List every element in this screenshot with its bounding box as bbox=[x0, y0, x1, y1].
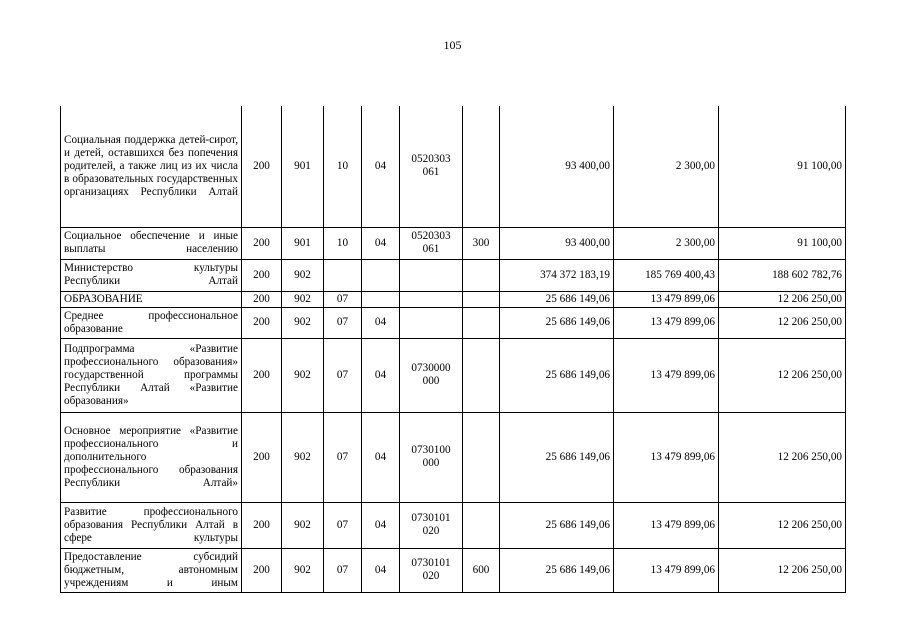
row-col-2: 901 bbox=[282, 106, 324, 227]
row-part1: 185 769 400,43 bbox=[614, 259, 719, 291]
row-total: 25 686 149,06 bbox=[500, 502, 614, 548]
row-col-1: 200 bbox=[242, 227, 282, 259]
page-number: 105 bbox=[443, 38, 462, 52]
row-part2: 12 206 250,00 bbox=[719, 307, 846, 338]
row-col-1: 200 bbox=[242, 307, 282, 338]
row-total: 25 686 149,06 bbox=[500, 307, 614, 338]
table-row bbox=[61, 548, 846, 592]
row-col-4: 04 bbox=[362, 548, 400, 592]
row-code: 0730101 020 bbox=[400, 502, 463, 548]
row-col-3: 07 bbox=[324, 548, 362, 592]
row-type: 300 bbox=[463, 227, 500, 259]
row-part2: 91 100,00 bbox=[719, 227, 846, 259]
row-type bbox=[463, 291, 500, 307]
row-code: 0730100 000 bbox=[400, 412, 463, 502]
row-part1: 13 479 899,06 bbox=[614, 291, 719, 307]
row-col-4: 04 bbox=[362, 502, 400, 548]
row-part2: 12 206 250,00 bbox=[719, 548, 846, 592]
row-code: 0520303 061 bbox=[400, 227, 463, 259]
row-code bbox=[400, 307, 463, 338]
row-col-3: 10 bbox=[324, 106, 362, 227]
table-row bbox=[61, 307, 846, 338]
row-col-2: 902 bbox=[282, 291, 324, 307]
row-col-4: 04 bbox=[362, 106, 400, 227]
table-row bbox=[61, 338, 846, 412]
row-col-3 bbox=[324, 259, 362, 291]
row-total: 374 372 183,19 bbox=[500, 259, 614, 291]
row-col-2: 901 bbox=[282, 227, 324, 259]
row-col-2: 902 bbox=[282, 502, 324, 548]
row-col-4: 04 bbox=[362, 338, 400, 412]
row-col-4: 04 bbox=[362, 227, 400, 259]
row-name: ОБРАЗОВАНИЕ bbox=[61, 291, 242, 307]
row-part1: 2 300,00 bbox=[614, 106, 719, 227]
row-name: Основное мероприятие «Развитие профессионального и дополнительного профессионального образования Республики Алтай» bbox=[61, 412, 242, 502]
row-code: 0730101 020 bbox=[400, 548, 463, 592]
row-col-4 bbox=[362, 259, 400, 291]
budget-table bbox=[60, 106, 846, 593]
row-col-2: 902 bbox=[282, 259, 324, 291]
row-name: Предоставление субсидий бюджетным, автономным учреждениям и иным bbox=[61, 548, 242, 592]
table-row bbox=[61, 291, 846, 307]
row-col-4 bbox=[362, 291, 400, 307]
row-col-1: 200 bbox=[242, 412, 282, 502]
row-part2: 12 206 250,00 bbox=[719, 412, 846, 502]
row-total: 25 686 149,06 bbox=[500, 338, 614, 412]
row-col-3: 07 bbox=[324, 502, 362, 548]
row-part1: 13 479 899,06 bbox=[614, 338, 719, 412]
row-name: Социальное обеспечение и иные выплаты населению bbox=[61, 227, 242, 259]
row-name: Среднее профессиональное образование bbox=[61, 307, 242, 338]
row-type bbox=[463, 412, 500, 502]
row-part1: 13 479 899,06 bbox=[614, 548, 719, 592]
row-name: Социальная поддержка детей-сирот, и детей, оставшихся без попечения родителей, а также лиц из их числа в образовательных государственных организациях Республики Алтай bbox=[61, 106, 242, 227]
row-name: Развитие профессионального образования Республики Алтай в сфере культуры bbox=[61, 502, 242, 548]
row-col-4: 04 bbox=[362, 307, 400, 338]
row-total: 25 686 149,06 bbox=[500, 548, 614, 592]
row-total: 93 400,00 bbox=[500, 106, 614, 227]
row-col-2: 902 bbox=[282, 307, 324, 338]
row-col-3: 10 bbox=[324, 227, 362, 259]
row-code: 0520303 061 bbox=[400, 106, 463, 227]
table-row bbox=[61, 412, 846, 502]
row-col-4: 04 bbox=[362, 412, 400, 502]
row-type bbox=[463, 307, 500, 338]
row-code: 0730000 000 bbox=[400, 338, 463, 412]
row-col-3: 07 bbox=[324, 291, 362, 307]
row-total: 93 400,00 bbox=[500, 227, 614, 259]
row-total: 25 686 149,06 bbox=[500, 412, 614, 502]
row-part2: 91 100,00 bbox=[719, 106, 846, 227]
row-col-1: 200 bbox=[242, 259, 282, 291]
table-row bbox=[61, 502, 846, 548]
row-part2: 12 206 250,00 bbox=[719, 502, 846, 548]
row-part2: 12 206 250,00 bbox=[719, 291, 846, 307]
row-part1: 13 479 899,06 bbox=[614, 502, 719, 548]
row-part1: 13 479 899,06 bbox=[614, 412, 719, 502]
row-part1: 2 300,00 bbox=[614, 227, 719, 259]
row-col-1: 200 bbox=[242, 548, 282, 592]
table-row bbox=[61, 106, 846, 227]
row-part1: 13 479 899,06 bbox=[614, 307, 719, 338]
table-row bbox=[61, 227, 846, 259]
row-col-1: 200 bbox=[242, 291, 282, 307]
row-col-2: 902 bbox=[282, 548, 324, 592]
row-type bbox=[463, 259, 500, 291]
table-row bbox=[61, 259, 846, 291]
row-col-1: 200 bbox=[242, 502, 282, 548]
row-part2: 188 602 782,76 bbox=[719, 259, 846, 291]
row-total: 25 686 149,06 bbox=[500, 291, 614, 307]
row-name: Министерство культуры Республики Алтай bbox=[61, 259, 242, 291]
row-code bbox=[400, 259, 463, 291]
row-col-3: 07 bbox=[324, 307, 362, 338]
row-col-3: 07 bbox=[324, 412, 362, 502]
row-col-1: 200 bbox=[242, 338, 282, 412]
row-col-1: 200 bbox=[242, 106, 282, 227]
row-name: Подпрограмма «Развитие профессионального образования» государственной программы Республики Алтай «Развитие образования» bbox=[61, 338, 242, 412]
row-type: 600 bbox=[463, 548, 500, 592]
row-code bbox=[400, 291, 463, 307]
row-type bbox=[463, 502, 500, 548]
row-col-3: 07 bbox=[324, 338, 362, 412]
row-col-2: 902 bbox=[282, 412, 324, 502]
row-part2: 12 206 250,00 bbox=[719, 338, 846, 412]
row-type bbox=[463, 338, 500, 412]
row-type bbox=[463, 106, 500, 227]
row-col-2: 902 bbox=[282, 338, 324, 412]
